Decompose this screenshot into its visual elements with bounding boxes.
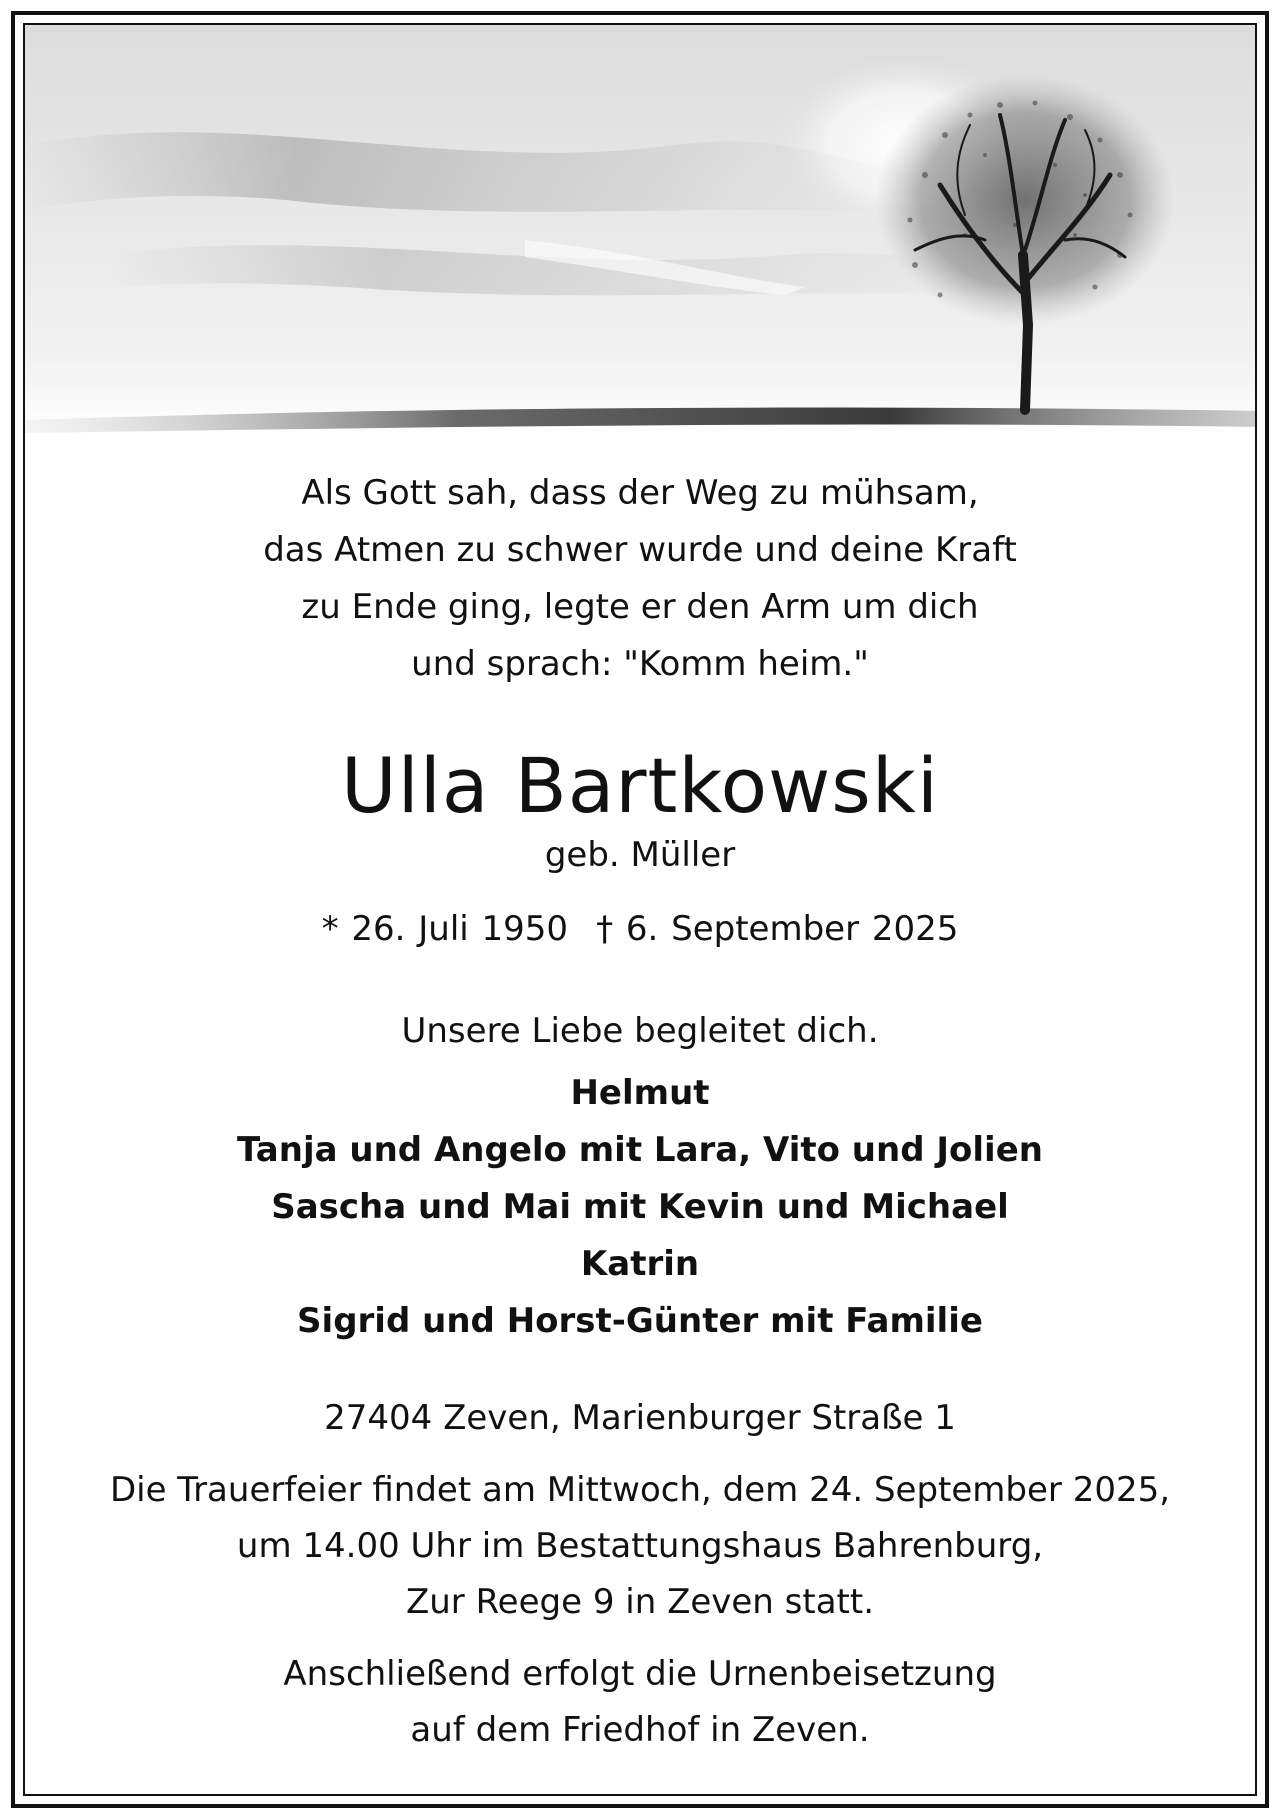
life-dates [25,907,1255,951]
birth-date: * 26. Juli 1950 [321,909,569,949]
mourners-list [25,1065,1255,1350]
verse-line: zu Ende ging, legte er den Arm um dich [301,587,979,627]
mourner-line: Sascha und Mai mit Kevin und Michael [271,1187,1009,1227]
mourner-line: Helmut [570,1073,710,1113]
verse-line: und sprach: "Komm heim." [411,644,869,684]
funeral-line: um 14.00 Uhr im Bestattungshaus Bahrenburg, [236,1526,1044,1566]
family-address: 27404 Zeven, Marienburger Straße 1 [324,1398,956,1438]
notice-frame [23,23,1257,1796]
verse-line: Als Gott sah, dass der Weg zu mühsam, [301,473,979,513]
verse-block [25,465,1255,693]
deceased-name: Ulla Bartkowski [340,741,940,830]
closing-line: Unsere Liebe begleitet dich. [401,1011,879,1051]
outer-border [11,11,1269,1808]
mourner-line: Sigrid und Horst-Günter mit Familie [297,1301,983,1341]
death-date: † 6. September 2025 [596,909,959,949]
tree-landscape-image [25,25,1257,435]
maiden-name: geb. Müller [544,835,736,875]
funeral-line: Zur Reege 9 in Zeven statt. [405,1582,875,1622]
verse-line: das Atmen zu schwer wurde und deine Kraft [263,530,1017,570]
notice-content [25,435,1255,1758]
burial-line: Anschließend erfolgt die Urnenbeisetzung [283,1654,997,1694]
funeral-line: Die Trauerfeier findet am Mittwoch, dem 24. September 2025, [109,1470,1171,1510]
mourner-line: Katrin [580,1244,700,1284]
funeral-info [25,1462,1255,1630]
mourner-line: Tanja und Angelo mit Lara, Vito und Jolien [237,1130,1043,1170]
burial-info [25,1646,1255,1758]
burial-line: auf dem Friedhof in Zeven. [410,1710,870,1750]
